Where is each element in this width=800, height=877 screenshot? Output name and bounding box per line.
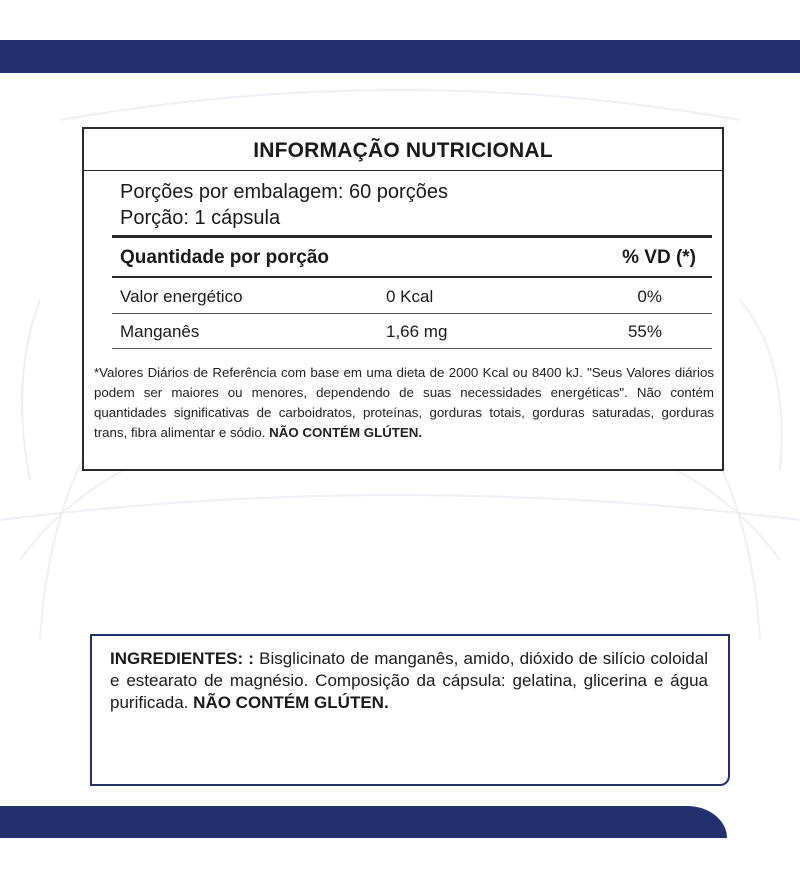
header-quantity: Quantidade por porção: [120, 247, 330, 268]
nutrient-vd: 0%: [637, 287, 662, 306]
ingredients-panel: [90, 634, 730, 786]
footnote: [94, 363, 714, 443]
nutrient-amount: 1,66 mg: [386, 322, 448, 341]
ingredients-label: INGREDIENTES: :: [110, 649, 254, 668]
table-row: [120, 287, 696, 309]
serving-size: Porção: 1 cápsula: [120, 207, 281, 229]
nutrition-facts-panel: [82, 127, 724, 471]
divider-thick: [112, 235, 712, 238]
nutrient-name: Valor energético: [120, 287, 243, 306]
divider-row: [112, 313, 712, 314]
nutrient-name: Manganês: [120, 322, 200, 341]
table-row: [120, 322, 696, 344]
servings-per-package: Porções por embalagem: 60 porções: [120, 181, 448, 203]
footnote-text: *Valores Diários de Referência com base em uma dieta de 2000 Kcal ou 8400 kJ. "Seus Valores diários podem ser maiores ou menores, dependendo de suas necessidades energéticas". Não contém quantidades significativas de carboidratos, proteínas, gorduras totais, gorduras saturadas, gorduras trans, fibra alimentar e sódio.: [94, 365, 714, 440]
ingredients-text: [110, 648, 708, 714]
header-vd: % VD (*): [622, 247, 696, 268]
divider-header: [112, 276, 712, 278]
table-header: [120, 247, 696, 271]
top-banner: [0, 40, 800, 73]
ingredients-list: Bisglicinato de manganês, amido, dióxido de silício coloidal e estearato de magnésio. Composição da cápsula: gelatina, glicerina e água purificada.: [110, 649, 708, 712]
nutrient-vd: 55%: [627, 322, 662, 341]
nutrient-amount: 0 Kcal: [386, 287, 434, 306]
bottom-banner: [0, 806, 727, 838]
divider-row: [112, 348, 712, 349]
ingredients-gluten-warning: NÃO CONTÉM GLÚTEN.: [193, 693, 389, 712]
footnote-gluten-warning: NÃO CONTÉM GLÚTEN.: [269, 425, 423, 440]
nutrition-title: INFORMAÇÃO NUTRICIONAL: [84, 129, 722, 171]
